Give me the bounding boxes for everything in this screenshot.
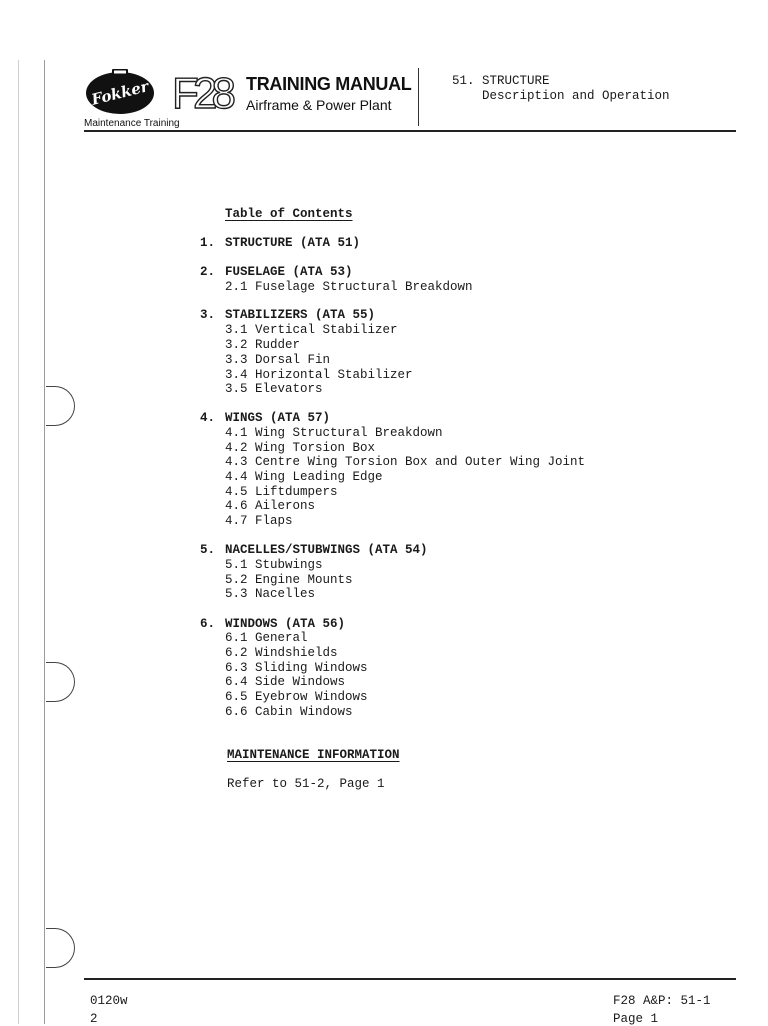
- footer-clipped-number: 2: [90, 1012, 98, 1026]
- toc-item: 6.1 General: [225, 631, 308, 645]
- toc-item: 3.3 Dorsal Fin: [225, 353, 331, 367]
- toc-section-number: 1.: [200, 236, 216, 250]
- toc-section-number: 4.: [200, 411, 216, 425]
- toc-section-title: FUSELAGE (ATA 53): [225, 265, 353, 279]
- punch-hole: [46, 662, 75, 702]
- toc-item: 5.3 Nacelles: [225, 587, 316, 601]
- header-rule: [84, 130, 736, 132]
- toc-section-number: 2.: [200, 265, 216, 279]
- scan-edge-line: [18, 60, 19, 1024]
- toc-item: 5.2 Engine Mounts: [225, 573, 353, 587]
- toc-section: [200, 308, 375, 322]
- toc-section: [200, 411, 330, 425]
- toc-heading: Table of Contents: [225, 207, 353, 221]
- toc-item: 6.3 Sliding Windows: [225, 661, 368, 675]
- manual-title: TRAINING MANUAL: [246, 74, 412, 94]
- toc-section: [200, 617, 345, 631]
- toc-section-number: 3.: [200, 308, 216, 322]
- maintenance-training-label: Maintenance Training: [84, 118, 180, 129]
- footer-clipped-page: Page 1: [613, 1012, 659, 1026]
- toc-item: 4.5 Liftdumpers: [225, 485, 338, 499]
- toc-item: 5.1 Stubwings: [225, 558, 323, 572]
- punch-hole: [46, 928, 75, 968]
- toc-item: 3.5 Elevators: [225, 382, 323, 396]
- toc-section-title: STRUCTURE (ATA 51): [225, 236, 361, 250]
- toc-section-title: NACELLES/STUBWINGS (ATA 54): [225, 543, 428, 557]
- maintenance-heading: MAINTENANCE INFORMATION: [227, 748, 400, 762]
- toc-section-title: WINGS (ATA 57): [225, 411, 331, 425]
- toc-item: 6.2 Windshields: [225, 646, 338, 660]
- toc-section: [200, 265, 353, 279]
- toc-item: 6.6 Cabin Windows: [225, 705, 353, 719]
- toc-section: [200, 543, 428, 557]
- punch-hole: [46, 386, 75, 426]
- toc-section-title: WINDOWS (ATA 56): [225, 617, 346, 631]
- toc-item: 3.2 Rudder: [225, 338, 301, 352]
- toc-item: 4.1 Wing Structural Breakdown: [225, 426, 443, 440]
- toc-item: 4.3 Centre Wing Torsion Box and Outer Wing Joint: [225, 455, 586, 469]
- section-title: 51. STRUCTURE: [452, 74, 550, 88]
- footer-document-code: 0120w: [90, 994, 128, 1008]
- model-mark: F28: [172, 72, 236, 112]
- fokker-logo: [84, 67, 156, 115]
- toc-item: 3.4 Horizontal Stabilizer: [225, 368, 413, 382]
- toc-item: 3.1 Vertical Stabilizer: [225, 323, 398, 337]
- toc-item: 6.5 Eyebrow Windows: [225, 690, 368, 704]
- toc-item: 2.1 Fuselage Structural Breakdown: [225, 280, 473, 294]
- toc-section-title: STABILIZERS (ATA 55): [225, 308, 376, 322]
- manual-subtitle: Airframe & Power Plant: [246, 97, 392, 113]
- footer-page-reference: F28 A&P: 51-1: [613, 994, 711, 1008]
- section-subtitle: Description and Operation: [482, 89, 670, 103]
- toc-item: 6.4 Side Windows: [225, 675, 346, 689]
- f28-logotype: [172, 72, 238, 112]
- toc-section-number: 6.: [200, 617, 216, 631]
- logo-text: Fokker: [89, 77, 151, 109]
- toc-item: 4.2 Wing Torsion Box: [225, 441, 376, 455]
- toc-section-number: 5.: [200, 543, 216, 557]
- header-divider: [418, 68, 419, 126]
- maintenance-reference: Refer to 51-2, Page 1: [227, 777, 385, 791]
- footer-rule: [84, 978, 736, 980]
- binder-margin-line: [44, 60, 45, 1024]
- toc-item: 4.7 Flaps: [225, 514, 293, 528]
- toc-item: 4.4 Wing Leading Edge: [225, 470, 383, 484]
- toc-item: 4.6 Ailerons: [225, 499, 316, 513]
- toc-section: [200, 236, 360, 250]
